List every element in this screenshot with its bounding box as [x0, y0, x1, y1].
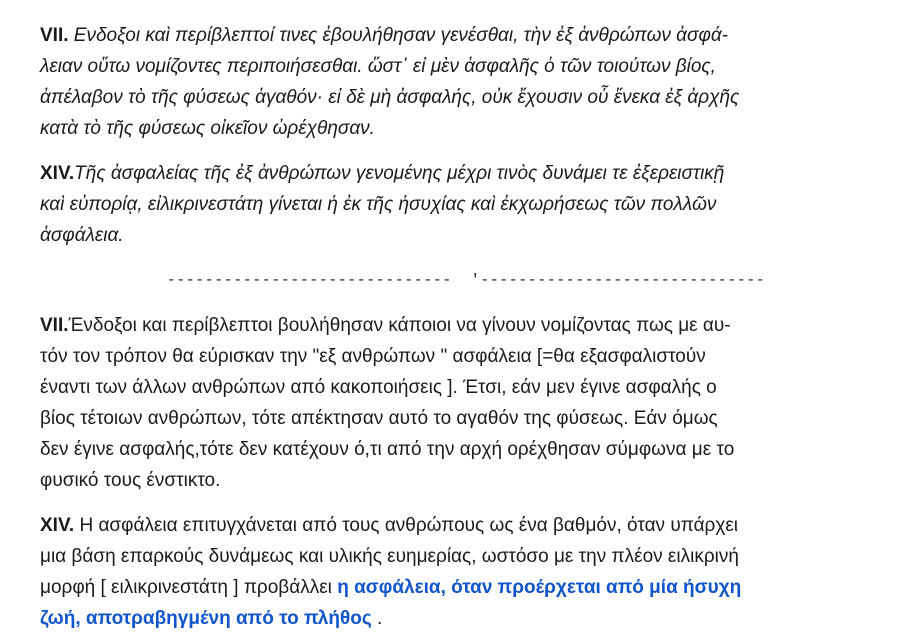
text-segment: μια βάση επαρκούς δυνάμεως και υλικής ευημερίας, ωστόσο με την πλέον ειλικρινή: [40, 546, 739, 567]
text-line: [40, 541, 892, 572]
text-line: [40, 403, 892, 434]
text-line: [40, 603, 892, 634]
text-segment: έναντι των άλλων ανθρώπων από κακοποιήσεις ]. Έτσι, εάν μεν έγινε ασφαλής ο: [40, 377, 717, 398]
text-line: [40, 341, 892, 372]
text-segment: .: [371, 608, 383, 629]
text-segment: τόν τον τρόπον θα εύρισκαν την "εξ ανθρώπων " ασφάλεια [=θα εξασφαλιστούν: [40, 346, 706, 367]
text-line: [40, 310, 892, 341]
highlighted-text-segment: ζωή, αποτραβηγμένη από το πλήθος: [40, 608, 372, 629]
text-segment: ------------------------------ '------------------------------: [166, 272, 766, 289]
text-segment: Ενδοξοι καὶ περίβλεπτοί τινες ἐβουλήθησαν γενέσθαι, τὴν ἐξ ἀνθρώπων ἀσφά-: [68, 25, 729, 46]
document-text-container: [40, 20, 892, 634]
text-segment: κατὰ τὸ τῆς φύσεως οἰκεῖον ὠρέχθησαν.: [40, 118, 375, 139]
doctrine-vii-ancient-greek: [40, 20, 892, 144]
text-segment: Τῆς ἀσφαλείας τῆς ἐξ ἀνθρώπων γενομένης μέχρι τινὸς δυνάμει τε ἐξερειστικῇ: [74, 163, 725, 184]
dashed-separator: [40, 265, 892, 296]
text-segment: μορφή [ ειλικρινεστάτη ] προβάλλει: [40, 577, 338, 598]
doctrine-number-marker: VII.: [40, 315, 69, 336]
text-line: [40, 20, 892, 51]
doctrine-xiv-modern-greek-translation: [40, 510, 892, 634]
doctrine-xiv-ancient-greek: [40, 158, 892, 251]
text-line: [40, 189, 892, 220]
text-line: [40, 465, 892, 496]
text-line: [40, 572, 892, 603]
doctrine-number-marker: XIV.: [40, 515, 75, 536]
text-line: [40, 265, 892, 296]
text-line: [40, 51, 892, 82]
text-line: [40, 82, 892, 113]
text-segment: Η ασφάλεια επιτυγχάνεται από τους ανθρώπους ως ένα βαθμόν, όταν υπάρχει: [74, 515, 739, 536]
doctrine-number-marker: VII.: [40, 25, 69, 46]
text-segment: καὶ εὐπορίᾳ, εἰλικρινεστάτη γίνεται ἡ ἐκ τῆς ἡσυχίας καὶ ἐκχωρήσεως τῶν πολλῶν: [40, 194, 717, 215]
text-line: [40, 113, 892, 144]
text-line: [40, 510, 892, 541]
text-line: [40, 220, 892, 251]
text-segment: ἀσφάλεια.: [40, 225, 124, 246]
text-segment: φυσικό τους ένστικτο.: [40, 470, 221, 491]
text-segment: βίος τέτοιων ανθρώπων, τότε απέκτησαν αυτό το αγαθόν της φύσεως. Εάν όμως: [40, 408, 718, 429]
text-line: [40, 434, 892, 465]
text-line: [40, 372, 892, 403]
highlighted-text-segment: η ασφάλεια, όταν προέρχεται από μία ήσυχη: [337, 577, 742, 598]
text-segment: ἀπέλαβον τὸ τῆς φύσεως ἀγαθόν· εἰ δὲ μὴ ἀσφαλής, οὐκ ἔχουσιν οὗ ἕνεκα ἐξ ἀρχῆς: [40, 87, 740, 108]
text-segment: δεν έγινε ασφαλής,τότε δεν κατέχουν ό,τι από την αρχή ορέχθησαν σύμφωνα με το: [40, 439, 735, 460]
text-line: [40, 158, 892, 189]
text-segment: Ένδοξοι και περίβλεπτοι βουλήθησαν κάποιοι να γίνουν νομίζοντας πως με αυ-: [68, 315, 731, 336]
text-segment: λειαν οὕτω νομίζοντες περιποιήσεσθαι. ὥστ᾽ εἰ μὲν ἀσφαλῆς ὁ τῶν τοιούτων βίος,: [40, 56, 716, 77]
doctrine-number-marker: XIV.: [40, 163, 75, 184]
doctrine-vii-modern-greek-translation: [40, 310, 892, 496]
